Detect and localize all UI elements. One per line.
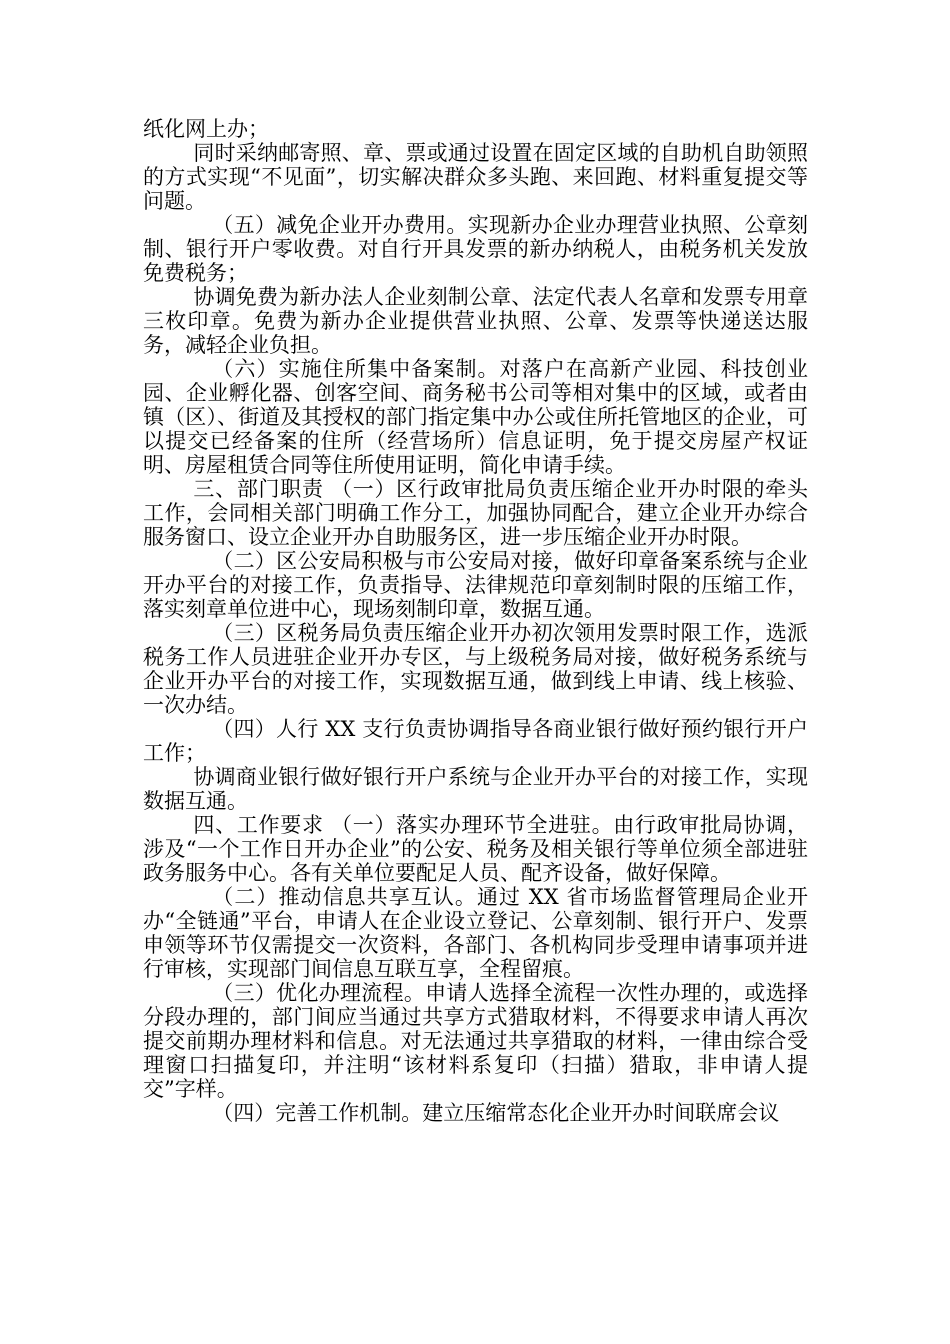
paragraph: （五）减免企业开办费用。实现新办企业办理营业执照、公章刻制、银行开户零收费。对自行开具发票的新办纳税人，由税务机关发放免费税务； (143, 213, 808, 285)
paragraph: 协调商业银行做好银行开户系统与企业开办平台的对接工作，实现数据互通。 (143, 765, 808, 813)
paragraph: （二）区公安局积极与市公安局对接，做好印章备案系统与企业开办平台的对接工作，负责指导、法律规范印章刻制时限的压缩工作，落实刻章单位进中心，现场刻制印章，数据互通。 (143, 549, 808, 621)
paragraph: （三）优化办理流程。申请人选择全流程一次性办理的，或选择分段办理的，部门间应当通过共享方式猎取材料，不得要求申请人再次提交前期办理材料和信息。对无法通过共享猎取的材料，一律由综合受理窗口扫描复印，并注明“该材料系复印（扫描）猎取，非申请人提交”字样。 (143, 981, 808, 1101)
document-body (143, 117, 808, 1125)
paragraph: 三、部门职责 （一）区行政审批局负责压缩企业开办时限的牵头工作，会同相关部门明确工作分工，加强协同配合，建立企业开办综合服务窗口、设立企业开办自助服务区，进一步压缩企业开办时限。 (143, 477, 808, 549)
paragraph: （四）人行 XX 支行负责协调指导各商业银行做好预约银行开户工作； (143, 717, 808, 765)
paragraph: （二）推动信息共享互认。通过 XX 省市场监督管理局企业开办“全链通”平台，申请人在企业设立登记、公章刻制、银行开户、发票申领等环节仅需提交一次资料，各部门、各机构同步受理申请事项并进行审核，实现部门间信息互联互享，全程留痕。 (143, 885, 808, 981)
paragraph: 四、工作要求 （一）落实办理环节全进驻。由行政审批局协调，涉及“一个工作日开办企业”的公安、税务及相关银行等单位须全部进驻政务服务中心。各有关单位要配足人员、配齐设备，做好保障。 (143, 813, 808, 885)
paragraph: 同时采纳邮寄照、章、票或通过设置在固定区域的自助机自助领照的方式实现“不见面”，切实解决群众多头跑、来回跑、材料重复提交等问题。 (143, 141, 808, 213)
paragraph: 纸化网上办； (143, 117, 269, 141)
paragraph: （四）完善工作机制。建立压缩常态化企业开办时间联席会议 (212, 1101, 780, 1125)
paragraph: （六）实施住所集中备案制。对落户在高新产业园、科技创业园、企业孵化器、创客空间、商务秘书公司等相对集中的区域，或者由镇（区）、街道及其授权的部门指定集中办公或住所托管地区的企业，可以提交已经备案的住所（经营场所）信息证明，免于提交房屋产权证明、房屋租赁合同等住所使用证明，简化申请手续。 (143, 357, 808, 477)
paragraph: 协调免费为新办法人企业刻制公章、法定代表人名章和发票专用章三枚印章。免费为新办企业提供营业执照、公章、发票等快递送达服务，减轻企业负担。 (143, 285, 808, 357)
paragraph: （三）区税务局负责压缩企业开办初次领用发票时限工作，选派税务工作人员进驻企业开办专区，与上级税务局对接，做好税务系统与企业开办平台的对接工作，实现数据互通，做到线上申请、线上核验、一次办结。 (143, 621, 808, 717)
